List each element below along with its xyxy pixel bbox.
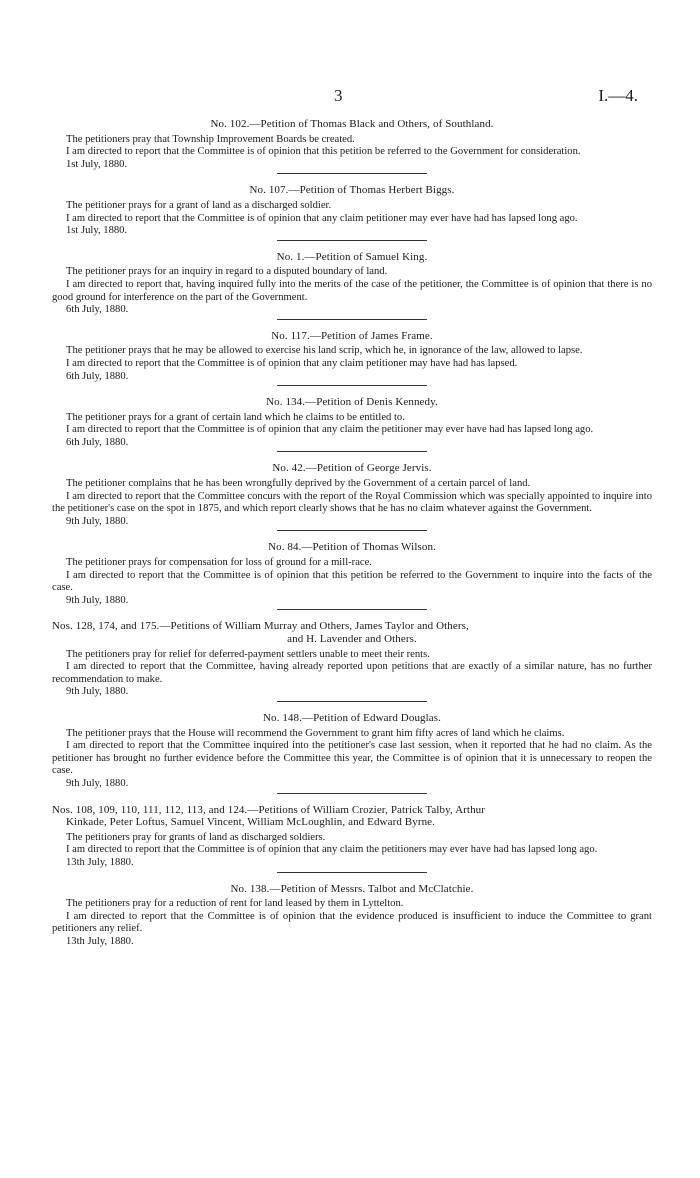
petition-heading-line: Nos. 128, 174, and 175.—Petitions of William Murray and Others, James Taylor and Others, bbox=[52, 620, 469, 633]
report-date: 6th July, 1880. bbox=[66, 370, 129, 382]
petition-prayer: The petitioner prays for compensation for loss of ground for a mill-race. bbox=[66, 557, 372, 569]
separator-rule bbox=[277, 451, 427, 452]
petition-heading-line: Kinkade, Peter Loftus, Samuel Vincent, William McLoughlin, and Edward Byrne. bbox=[66, 816, 436, 829]
petition-entry bbox=[52, 712, 652, 794]
petition-prayer: The petitioner prays for a grant of certain land which he claims to be entitled to. bbox=[66, 411, 405, 423]
report-date: 9th July, 1880. bbox=[66, 594, 129, 606]
committee-report: I am directed to report that the Committee is of opinion that any claim the petitioner may ever have had has lapsed long ago. bbox=[66, 424, 594, 436]
petition-heading bbox=[52, 804, 652, 829]
petition-heading: No. 117.—Petition of James Frame. bbox=[271, 329, 433, 342]
separator-rule bbox=[277, 240, 427, 241]
petition-entry bbox=[52, 462, 652, 531]
page-number: 3 bbox=[334, 86, 343, 105]
petition-entry bbox=[52, 883, 652, 949]
petitions-list bbox=[52, 118, 652, 948]
separator-rule bbox=[277, 609, 427, 610]
separator-rule bbox=[277, 872, 427, 873]
committee-report: I am directed to report that the Committee, having already reported upon petitions that are exactly of a similar nature, has no further recommendation to make. bbox=[52, 661, 652, 685]
petition-heading: No. 102.—Petition of Thomas Black and Others, of Southland. bbox=[210, 118, 494, 130]
report-date: 13th July, 1880. bbox=[66, 935, 134, 947]
petition-prayer: The petitioner prays that the House will recommend the Government to grant him fifty acres of land which he claims. bbox=[66, 727, 565, 739]
report-date: 9th July, 1880. bbox=[66, 515, 129, 527]
petition-entry bbox=[52, 330, 652, 386]
petition-heading: No. 148.—Petition of Edward Douglas. bbox=[262, 711, 442, 724]
committee-report: I am directed to report that the Committee inquired into the petitioner's case last session, when it reported that he had no claim. As the petitioner has brought no further evidence before the Committee this year, the Committee is of opinion that it is unnecessary to reopen the case. bbox=[52, 740, 652, 777]
committee-report: I am directed to report that the Committee concurs with the report of the Royal Commission which was specially appointed to inquire into the petitioner's case on the spot in 1875, and which report clearly shows that he has no claim whatever against the Government. bbox=[52, 490, 652, 515]
committee-report: I am directed to report that the Committee is of opinion that this petition be referred to the Government for consideration. bbox=[66, 146, 581, 158]
petition-heading: No. 134.—Petition of Denis Kennedy. bbox=[266, 396, 438, 409]
report-date: 1st July, 1880. bbox=[66, 225, 128, 237]
separator-rule bbox=[277, 530, 427, 531]
separator-rule bbox=[277, 319, 427, 320]
separator-rule bbox=[277, 793, 427, 794]
report-date: 9th July, 1880. bbox=[66, 686, 129, 698]
report-date: 9th July, 1880. bbox=[66, 777, 129, 789]
petition-entry bbox=[52, 804, 652, 873]
petition-heading bbox=[52, 620, 652, 645]
petition-heading: No. 1.—Petition of Samuel King. bbox=[276, 250, 428, 263]
petition-heading-line: and H. Lavender and Others. bbox=[287, 633, 417, 645]
petition-prayer: The petitioners pray for a reduction of rent for land leased by them in Lyttelton. bbox=[66, 898, 404, 910]
petition-entry bbox=[52, 251, 652, 320]
committee-report: I am directed to report that the Committee is of opinion that this petition be referred to the Government to inquire into the facts of the case. bbox=[52, 569, 652, 594]
petition-entry bbox=[52, 118, 652, 174]
petition-entry bbox=[52, 541, 652, 610]
separator-rule bbox=[277, 173, 427, 174]
report-date: 13th July, 1880. bbox=[66, 856, 134, 868]
petition-prayer: The petitioners pray for relief for deferred-payment settlers unable to meet their rents. bbox=[66, 648, 430, 660]
petition-entry bbox=[52, 184, 652, 240]
petition-prayer: The petitioner prays for an inquiry in regard to a disputed boundary of land. bbox=[66, 266, 388, 278]
petition-prayer: The petitioner prays for a grant of land as a discharged soldier. bbox=[66, 199, 332, 211]
committee-report: I am directed to report that the Committee is of opinion that any claim petitioner may ever have had has lapsed long ago. bbox=[66, 212, 578, 224]
petition-entry bbox=[52, 396, 652, 452]
committee-report: I am directed to report that the Committee is of opinion that any claim petitioner may have had has lapsed. bbox=[66, 357, 518, 369]
petition-prayer: The petitioners pray for grants of land as discharged soldiers. bbox=[66, 831, 326, 843]
petition-entry bbox=[52, 620, 652, 702]
committee-report: I am directed to report that the Committee is of opinion that any claim the petitioners may ever have had has lapsed long ago. bbox=[66, 844, 598, 856]
document-reference: I.—4. bbox=[598, 86, 638, 105]
petition-heading: No. 138.—Petition of Messrs. Talbot and McClatchie. bbox=[230, 882, 474, 895]
report-date: 6th July, 1880. bbox=[66, 436, 129, 448]
petition-prayer: The petitioners pray that Township Improvement Boards be created. bbox=[66, 133, 355, 145]
petition-heading: No. 107.—Petition of Thomas Herbert Biggs. bbox=[249, 184, 455, 197]
petition-heading: No. 84.—Petition of Thomas Wilson. bbox=[268, 541, 436, 554]
petition-prayer: The petitioner complains that he has been wrongfully deprived by the Government of a certain parcel of land. bbox=[66, 478, 531, 490]
separator-rule bbox=[277, 701, 427, 702]
committee-report: I am directed to report that, having inquired fully into the merits of the case of the petitioner, the Committee is of opinion that there is no good ground for interference on the part of the Government. bbox=[52, 278, 652, 303]
separator-rule bbox=[277, 385, 427, 386]
report-date: 1st July, 1880. bbox=[66, 158, 128, 170]
petition-heading: No. 42.—Petition of George Jervis. bbox=[272, 462, 432, 475]
committee-report: I am directed to report that the Committee is of opinion that the evidence produced is insufficient to induce the Committee to grant petitioners any relief. bbox=[52, 910, 652, 935]
petition-prayer: The petitioner prays that he may be allowed to exercise his land scrip, which he, in ignorance of the law, allowed to lapse. bbox=[66, 345, 583, 357]
report-date: 6th July, 1880. bbox=[66, 304, 129, 316]
petition-heading-line: Nos. 108, 109, 110, 111, 112, 113, and 124.—Petitions of William Crozier, Patrick Talby, Arthur bbox=[52, 803, 486, 816]
